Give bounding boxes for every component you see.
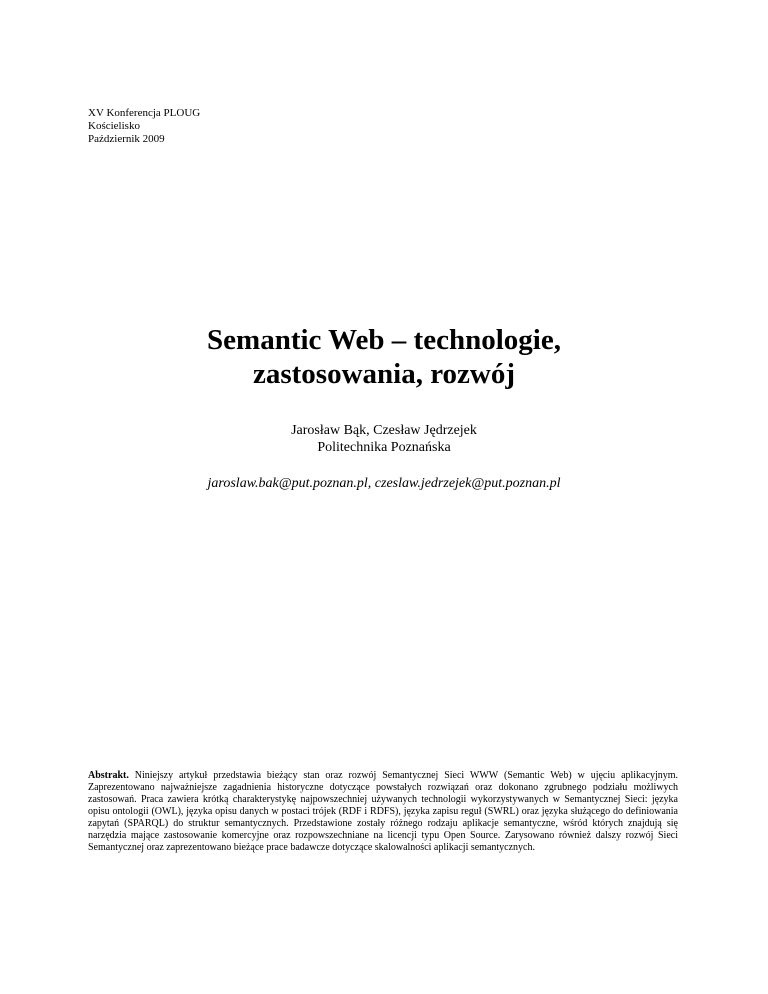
- author-block: [0, 422, 768, 456]
- author-emails: jaroslaw.bak@put.poznan.pl, czeslaw.jedrzejek@put.poznan.pl: [207, 476, 561, 491]
- conference-name: XV Konferencja PLOUG: [88, 107, 201, 119]
- conference-date: Październik 2009: [88, 133, 165, 145]
- conference-location: Kościelisko: [88, 120, 140, 132]
- paper-title-line-2: zastosowania, rozwój: [252, 358, 516, 390]
- abstract-label: Abstrakt.: [88, 770, 129, 781]
- author-names: Jarosław Bąk, Czesław Jędrzejek: [291, 423, 477, 438]
- paper-title: [0, 323, 768, 391]
- abstract: [88, 770, 678, 854]
- abstract-text: Niniejszy artykuł przedstawia bieżący stan oraz rozwój Semantycznej Sieci WWW (Semantic Web) w ujęciu aplikacyjnym. Zaprezentowano najważniejsze zagadnienia historyczne dotyczące powstałych rozwiązań oraz dokonano zgrubnego podziału możliwych zastosowań. Praca zawiera krótką charakterystykę najpowszechniej używanych technologii wykorzystywanych w Semantycznej Sieci: języka opisu ontologii (OWL), języka opisu danych w postaci trójek (RDF i RDFS), języka zapisu reguł (SWRL) oraz języka służącego do definiowania zapytań (SPARQL) do struktur semantycznych. Przedstawione zostały różnego rodzaju aplikacje semantyczne, wśród których znajdują się narzędzia mające zastosowanie komercyjne oraz rozpowszechniane na licencji typu Open Source. Zarysowano również dalszy rozwój Sieci Semantycznej oraz zaprezentowano bieżące prace badawcze dotyczące skalowalności aplikacji semantycznych.: [88, 770, 678, 853]
- author-affiliation: Politechnika Poznańska: [317, 440, 451, 455]
- conference-header: [88, 107, 200, 146]
- paper-title-line-1: Semantic Web – technologie,: [207, 324, 561, 356]
